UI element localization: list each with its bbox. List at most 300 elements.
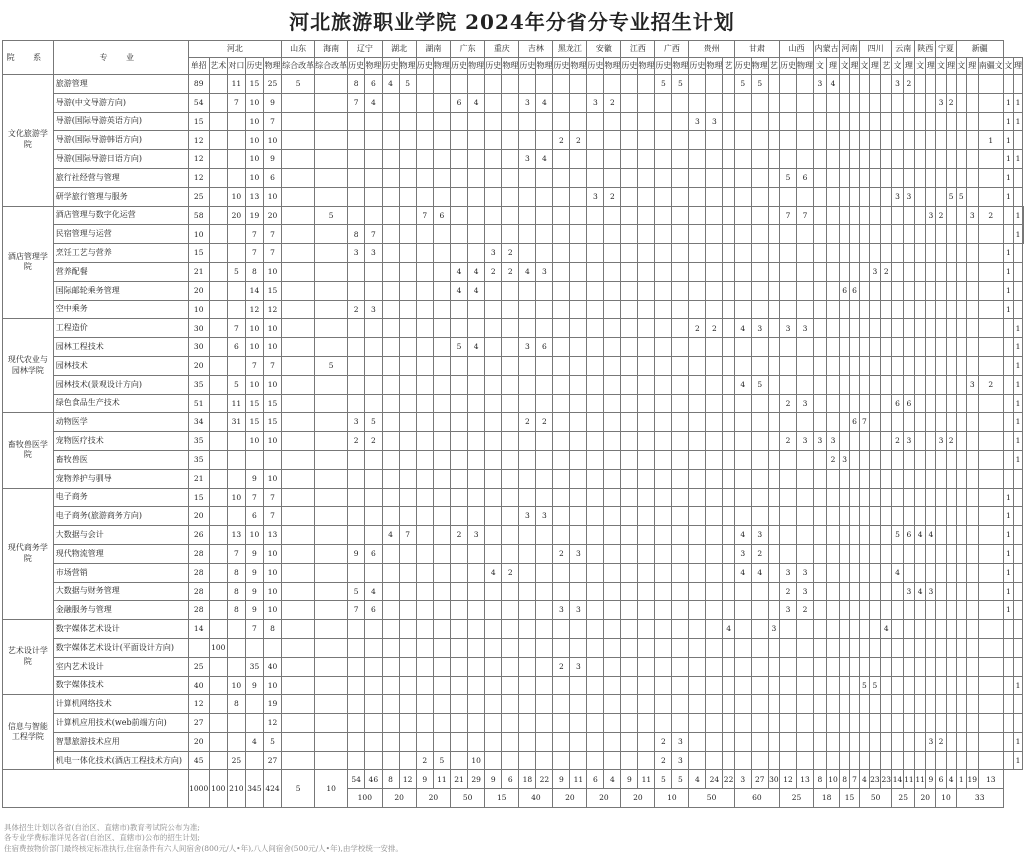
- category-total: 6: [587, 770, 604, 789]
- subcategory-header: 艺: [723, 58, 734, 75]
- quota-cell: [621, 432, 638, 451]
- quota-cell: [655, 714, 672, 733]
- quota-cell: [915, 714, 926, 733]
- quota-cell: [926, 112, 936, 131]
- quota-cell: [450, 75, 467, 94]
- quota-cell: 10: [245, 375, 263, 394]
- quota-cell: [780, 620, 797, 639]
- quota-cell: [282, 187, 315, 206]
- quota-cell: 5: [227, 375, 245, 394]
- quota-cell: [282, 281, 315, 300]
- quota-cell: [826, 281, 839, 300]
- quota-cell: [903, 150, 914, 169]
- quota-cell: [780, 714, 797, 733]
- quota-cell: [416, 732, 433, 751]
- quota-cell: [926, 262, 936, 281]
- quota-cell: [638, 75, 655, 94]
- quota-cell: [869, 338, 880, 357]
- quota-cell: 7: [227, 93, 245, 112]
- category-total: 5: [672, 770, 689, 789]
- quota-cell: [768, 338, 779, 357]
- quota-cell: [869, 150, 880, 169]
- quota-cell: [850, 75, 860, 94]
- quota-cell: [570, 582, 587, 601]
- quota-cell: [245, 638, 263, 657]
- quota-cell: [840, 75, 850, 94]
- quota-cell: [689, 375, 706, 394]
- quota-cell: [966, 168, 978, 187]
- hainan-total: 10: [315, 770, 348, 808]
- quota-cell: [850, 732, 860, 751]
- quota-cell: [519, 469, 536, 488]
- quota-cell: [859, 432, 869, 451]
- quota-cell: [587, 601, 604, 620]
- quota-cell: [826, 601, 839, 620]
- major-name: 园林技术: [53, 356, 188, 375]
- quota-cell: [859, 620, 869, 639]
- major-name: 民宿管理与运营: [53, 225, 188, 244]
- quota-cell: [519, 375, 536, 394]
- quota-cell: [966, 75, 978, 94]
- quota-cell: [915, 375, 926, 394]
- quota-cell: [433, 281, 450, 300]
- major-name: 机电一体化技术(酒店工程技术方向): [53, 751, 188, 770]
- quota-cell: [502, 676, 519, 695]
- quota-cell: [450, 112, 467, 131]
- quota-cell: [467, 507, 484, 526]
- quota-cell: [282, 225, 315, 244]
- table-row: [3, 394, 1024, 413]
- quota-cell: [536, 300, 553, 319]
- quota-cell: [966, 695, 978, 714]
- quota-cell: [348, 112, 365, 131]
- quota-cell: [706, 75, 723, 94]
- quota-cell: [467, 601, 484, 620]
- quota-cell: [553, 563, 570, 582]
- quota-cell: 35: [188, 375, 209, 394]
- quota-cell: [956, 582, 966, 601]
- quota-cell: [780, 281, 797, 300]
- quota-cell: [315, 657, 348, 676]
- quota-cell: [621, 714, 638, 733]
- quota-cell: [768, 601, 779, 620]
- quota-cell: [382, 469, 399, 488]
- quota-cell: [751, 732, 768, 751]
- quota-cell: [365, 732, 382, 751]
- quota-cell: [956, 356, 966, 375]
- quota-cell: [467, 168, 484, 187]
- quota-cell: [382, 751, 399, 770]
- quota-cell: [915, 732, 926, 751]
- quota-cell: [502, 75, 519, 94]
- quota-cell: [227, 300, 245, 319]
- hebei-total: 100: [209, 770, 227, 808]
- quota-cell: [382, 676, 399, 695]
- quota-cell: [850, 507, 860, 526]
- quota-cell: [826, 244, 839, 263]
- quota-cell: [734, 413, 751, 432]
- province-total: 50: [689, 789, 734, 808]
- quota-cell: [467, 356, 484, 375]
- quota-cell: [519, 488, 536, 507]
- quota-cell: [915, 676, 926, 695]
- quota-cell: [655, 432, 672, 451]
- quota-cell: [672, 432, 689, 451]
- quota-cell: 11: [227, 394, 245, 413]
- quota-cell: [502, 150, 519, 169]
- quota-cell: [751, 676, 768, 695]
- quota-cell: [881, 131, 892, 150]
- table-row: [3, 187, 1024, 206]
- quota-cell: [467, 638, 484, 657]
- quota-cell: [892, 338, 903, 357]
- quota-cell: [638, 338, 655, 357]
- quota-cell: [536, 168, 553, 187]
- quota-cell: [450, 544, 467, 563]
- quota-cell: [672, 244, 689, 263]
- quota-cell: [638, 751, 655, 770]
- quota-cell: [881, 507, 892, 526]
- quota-cell: [416, 432, 433, 451]
- quota-cell: [840, 131, 850, 150]
- quota-cell: [570, 526, 587, 545]
- quota-cell: [826, 563, 839, 582]
- quota-cell: [536, 432, 553, 451]
- quota-cell: [638, 732, 655, 751]
- quota-cell: [926, 620, 936, 639]
- quota-cell: [519, 432, 536, 451]
- quota-cell: [519, 244, 536, 263]
- quota-cell: [416, 676, 433, 695]
- quota-cell: [689, 582, 706, 601]
- quota-cell: [282, 657, 315, 676]
- quota-cell: [689, 469, 706, 488]
- quota-cell: [604, 507, 621, 526]
- quota-cell: [978, 93, 1003, 112]
- dept-header: 院 系: [3, 41, 54, 75]
- category-total: 14: [892, 770, 903, 789]
- quota-cell: [450, 714, 467, 733]
- quota-cell: [502, 732, 519, 751]
- quota-cell: [966, 544, 978, 563]
- quota-cell: [689, 544, 706, 563]
- quota-cell: [672, 394, 689, 413]
- quota-cell: [315, 75, 348, 94]
- quota-cell: 5: [734, 75, 751, 94]
- quota-cell: [570, 75, 587, 94]
- quota-cell: [859, 244, 869, 263]
- quota-cell: [621, 356, 638, 375]
- quota-cell: [903, 206, 914, 225]
- quota-cell: [892, 582, 903, 601]
- quota-cell: [416, 131, 433, 150]
- quota-cell: [936, 544, 946, 563]
- quota-cell: [840, 751, 850, 770]
- quota-cell: [672, 563, 689, 582]
- quota-cell: [881, 563, 892, 582]
- quota-cell: [814, 206, 827, 225]
- quota-cell: [734, 714, 751, 733]
- quota-cell: [869, 638, 880, 657]
- quota-cell: [467, 695, 484, 714]
- quota-cell: [315, 563, 348, 582]
- quota-cell: [604, 526, 621, 545]
- province-header: 山东: [282, 41, 315, 58]
- quota-cell: [978, 638, 1003, 657]
- quota-cell: 3: [536, 262, 553, 281]
- quota-cell: [587, 657, 604, 676]
- quota-cell: [768, 526, 779, 545]
- quota-cell: [946, 319, 956, 338]
- quota-cell: [553, 300, 570, 319]
- quota-cell: [587, 450, 604, 469]
- quota-cell: [768, 657, 779, 676]
- quota-cell: [536, 544, 553, 563]
- quota-cell: [209, 319, 227, 338]
- quota-cell: [433, 168, 450, 187]
- quota-cell: [621, 732, 638, 751]
- quota-cell: 5: [399, 75, 416, 94]
- quota-cell: [814, 450, 827, 469]
- major-name: 数字媒体艺术设计: [53, 620, 188, 639]
- quota-cell: [227, 112, 245, 131]
- quota-cell: [209, 695, 227, 714]
- quota-cell: [814, 714, 827, 733]
- quota-cell: [655, 187, 672, 206]
- quota-cell: [840, 432, 850, 451]
- quota-cell: 25: [227, 751, 245, 770]
- province-total: 20: [587, 789, 621, 808]
- quota-cell: [553, 319, 570, 338]
- quota-cell: [485, 75, 502, 94]
- quota-cell: [553, 262, 570, 281]
- table-row: [3, 319, 1024, 338]
- quota-cell: [946, 394, 956, 413]
- quota-cell: [519, 620, 536, 639]
- quota-cell: 15: [264, 413, 282, 432]
- quota-cell: [689, 244, 706, 263]
- quota-cell: [365, 657, 382, 676]
- major-name: 室内艺术设计: [53, 657, 188, 676]
- quota-cell: 3: [903, 432, 914, 451]
- quota-cell: [840, 112, 850, 131]
- quota-cell: [723, 75, 734, 94]
- quota-cell: [416, 319, 433, 338]
- quota-cell: 1: [1014, 319, 1023, 338]
- quota-cell: [1014, 582, 1023, 601]
- quota-cell: [869, 394, 880, 413]
- table-row: [3, 488, 1024, 507]
- quota-cell: [826, 394, 839, 413]
- quota-cell: [570, 319, 587, 338]
- quota-cell: [768, 563, 779, 582]
- quota-cell: [382, 657, 399, 676]
- quota-cell: [282, 300, 315, 319]
- quota-cell: [227, 507, 245, 526]
- quota-cell: [797, 488, 814, 507]
- quota-cell: [282, 356, 315, 375]
- quota-cell: [365, 695, 382, 714]
- quota-cell: [382, 544, 399, 563]
- quota-cell: [706, 187, 723, 206]
- quota-cell: [519, 695, 536, 714]
- quota-cell: [604, 356, 621, 375]
- quota-cell: [519, 676, 536, 695]
- quota-cell: [797, 657, 814, 676]
- quota-cell: [655, 281, 672, 300]
- quota-cell: [638, 131, 655, 150]
- province-header: 吉林: [519, 41, 553, 58]
- quota-cell: [966, 488, 978, 507]
- category-total: 3: [734, 770, 751, 789]
- quota-cell: [797, 150, 814, 169]
- quota-cell: [850, 469, 860, 488]
- quota-cell: [570, 620, 587, 639]
- quota-cell: [915, 413, 926, 432]
- quota-cell: [768, 469, 779, 488]
- quota-cell: 6: [850, 281, 860, 300]
- table-row: [3, 544, 1024, 563]
- quota-cell: [751, 300, 768, 319]
- major-name: 计算机应用技术(web前端方向): [53, 714, 188, 733]
- quota-cell: [502, 356, 519, 375]
- quota-cell: [903, 563, 914, 582]
- quota-cell: [689, 732, 706, 751]
- quota-cell: [956, 488, 966, 507]
- quota-cell: [956, 638, 966, 657]
- quota-cell: [315, 187, 348, 206]
- quota-cell: [433, 563, 450, 582]
- quota-cell: [485, 394, 502, 413]
- quota-cell: [751, 112, 768, 131]
- quota-cell: 7: [227, 319, 245, 338]
- quota-cell: [956, 751, 966, 770]
- quota-cell: [604, 676, 621, 695]
- quota-cell: [946, 413, 956, 432]
- quota-cell: 5: [365, 413, 382, 432]
- quota-cell: [859, 300, 869, 319]
- subcategory-header: 历史: [780, 58, 797, 75]
- quota-cell: [209, 488, 227, 507]
- quota-cell: [485, 450, 502, 469]
- quota-cell: [450, 300, 467, 319]
- quota-cell: [840, 469, 850, 488]
- quota-cell: [282, 601, 315, 620]
- quota-cell: [946, 657, 956, 676]
- quota-cell: [570, 413, 587, 432]
- quota-cell: [881, 356, 892, 375]
- subcategory-header: 物理: [502, 58, 519, 75]
- quota-cell: [485, 526, 502, 545]
- category-total: 54: [348, 770, 365, 789]
- quota-cell: [672, 93, 689, 112]
- quota-cell: [840, 620, 850, 639]
- quota-cell: [814, 93, 827, 112]
- category-total: 27: [751, 770, 768, 789]
- quota-cell: [621, 563, 638, 582]
- quota-cell: [915, 300, 926, 319]
- quota-cell: [519, 714, 536, 733]
- table-row: [3, 469, 1024, 488]
- quota-cell: [723, 638, 734, 657]
- quota-cell: [315, 168, 348, 187]
- quota-cell: [245, 695, 263, 714]
- quota-cell: 10: [264, 432, 282, 451]
- quota-cell: [936, 131, 946, 150]
- subcategory-header: 文: [956, 58, 966, 75]
- quota-cell: 1: [1003, 526, 1013, 545]
- quota-cell: [365, 676, 382, 695]
- quota-cell: [502, 300, 519, 319]
- quota-cell: [315, 93, 348, 112]
- quota-cell: 7: [797, 206, 814, 225]
- quota-cell: 19: [264, 695, 282, 714]
- quota-cell: [956, 244, 966, 263]
- quota-cell: [348, 150, 365, 169]
- quota-cell: 6: [797, 168, 814, 187]
- quota-cell: [859, 394, 869, 413]
- quota-cell: [978, 225, 1003, 244]
- quota-cell: [485, 432, 502, 451]
- quota-cell: [638, 695, 655, 714]
- quota-cell: [433, 262, 450, 281]
- quota-cell: 8: [348, 75, 365, 94]
- quota-cell: [655, 526, 672, 545]
- quota-cell: [706, 582, 723, 601]
- quota-cell: [723, 394, 734, 413]
- quota-cell: [485, 657, 502, 676]
- category-total: 11: [638, 770, 655, 789]
- quota-cell: [926, 187, 936, 206]
- quota-cell: [450, 394, 467, 413]
- quota-cell: [881, 582, 892, 601]
- quota-cell: [519, 657, 536, 676]
- quota-cell: [780, 338, 797, 357]
- quota-cell: [850, 432, 860, 451]
- quota-cell: [946, 620, 956, 639]
- quota-cell: [399, 488, 416, 507]
- quota-cell: [382, 695, 399, 714]
- quota-cell: [903, 112, 914, 131]
- quota-cell: [621, 375, 638, 394]
- quota-cell: [209, 413, 227, 432]
- quota-cell: [570, 507, 587, 526]
- quota-cell: [365, 394, 382, 413]
- quota-cell: [734, 244, 751, 263]
- quota-cell: 3: [485, 244, 502, 263]
- quota-cell: [315, 526, 348, 545]
- quota-cell: [1003, 695, 1013, 714]
- quota-cell: [485, 338, 502, 357]
- quota-cell: [850, 695, 860, 714]
- quota-cell: 13: [245, 187, 263, 206]
- quota-cell: [348, 206, 365, 225]
- hebei-total: 345: [245, 770, 263, 808]
- quota-cell: [946, 732, 956, 751]
- quota-cell: [915, 168, 926, 187]
- quota-cell: [966, 244, 978, 263]
- quota-cell: [926, 638, 936, 657]
- subcategory-header: 物理: [365, 58, 382, 75]
- hebei-total: 1000: [188, 770, 209, 808]
- quota-cell: [519, 300, 536, 319]
- quota-cell: [926, 751, 936, 770]
- quota-cell: 5: [892, 526, 903, 545]
- quota-cell: [209, 601, 227, 620]
- quota-cell: 1: [1003, 507, 1013, 526]
- quota-cell: [751, 338, 768, 357]
- quota-cell: [1003, 375, 1013, 394]
